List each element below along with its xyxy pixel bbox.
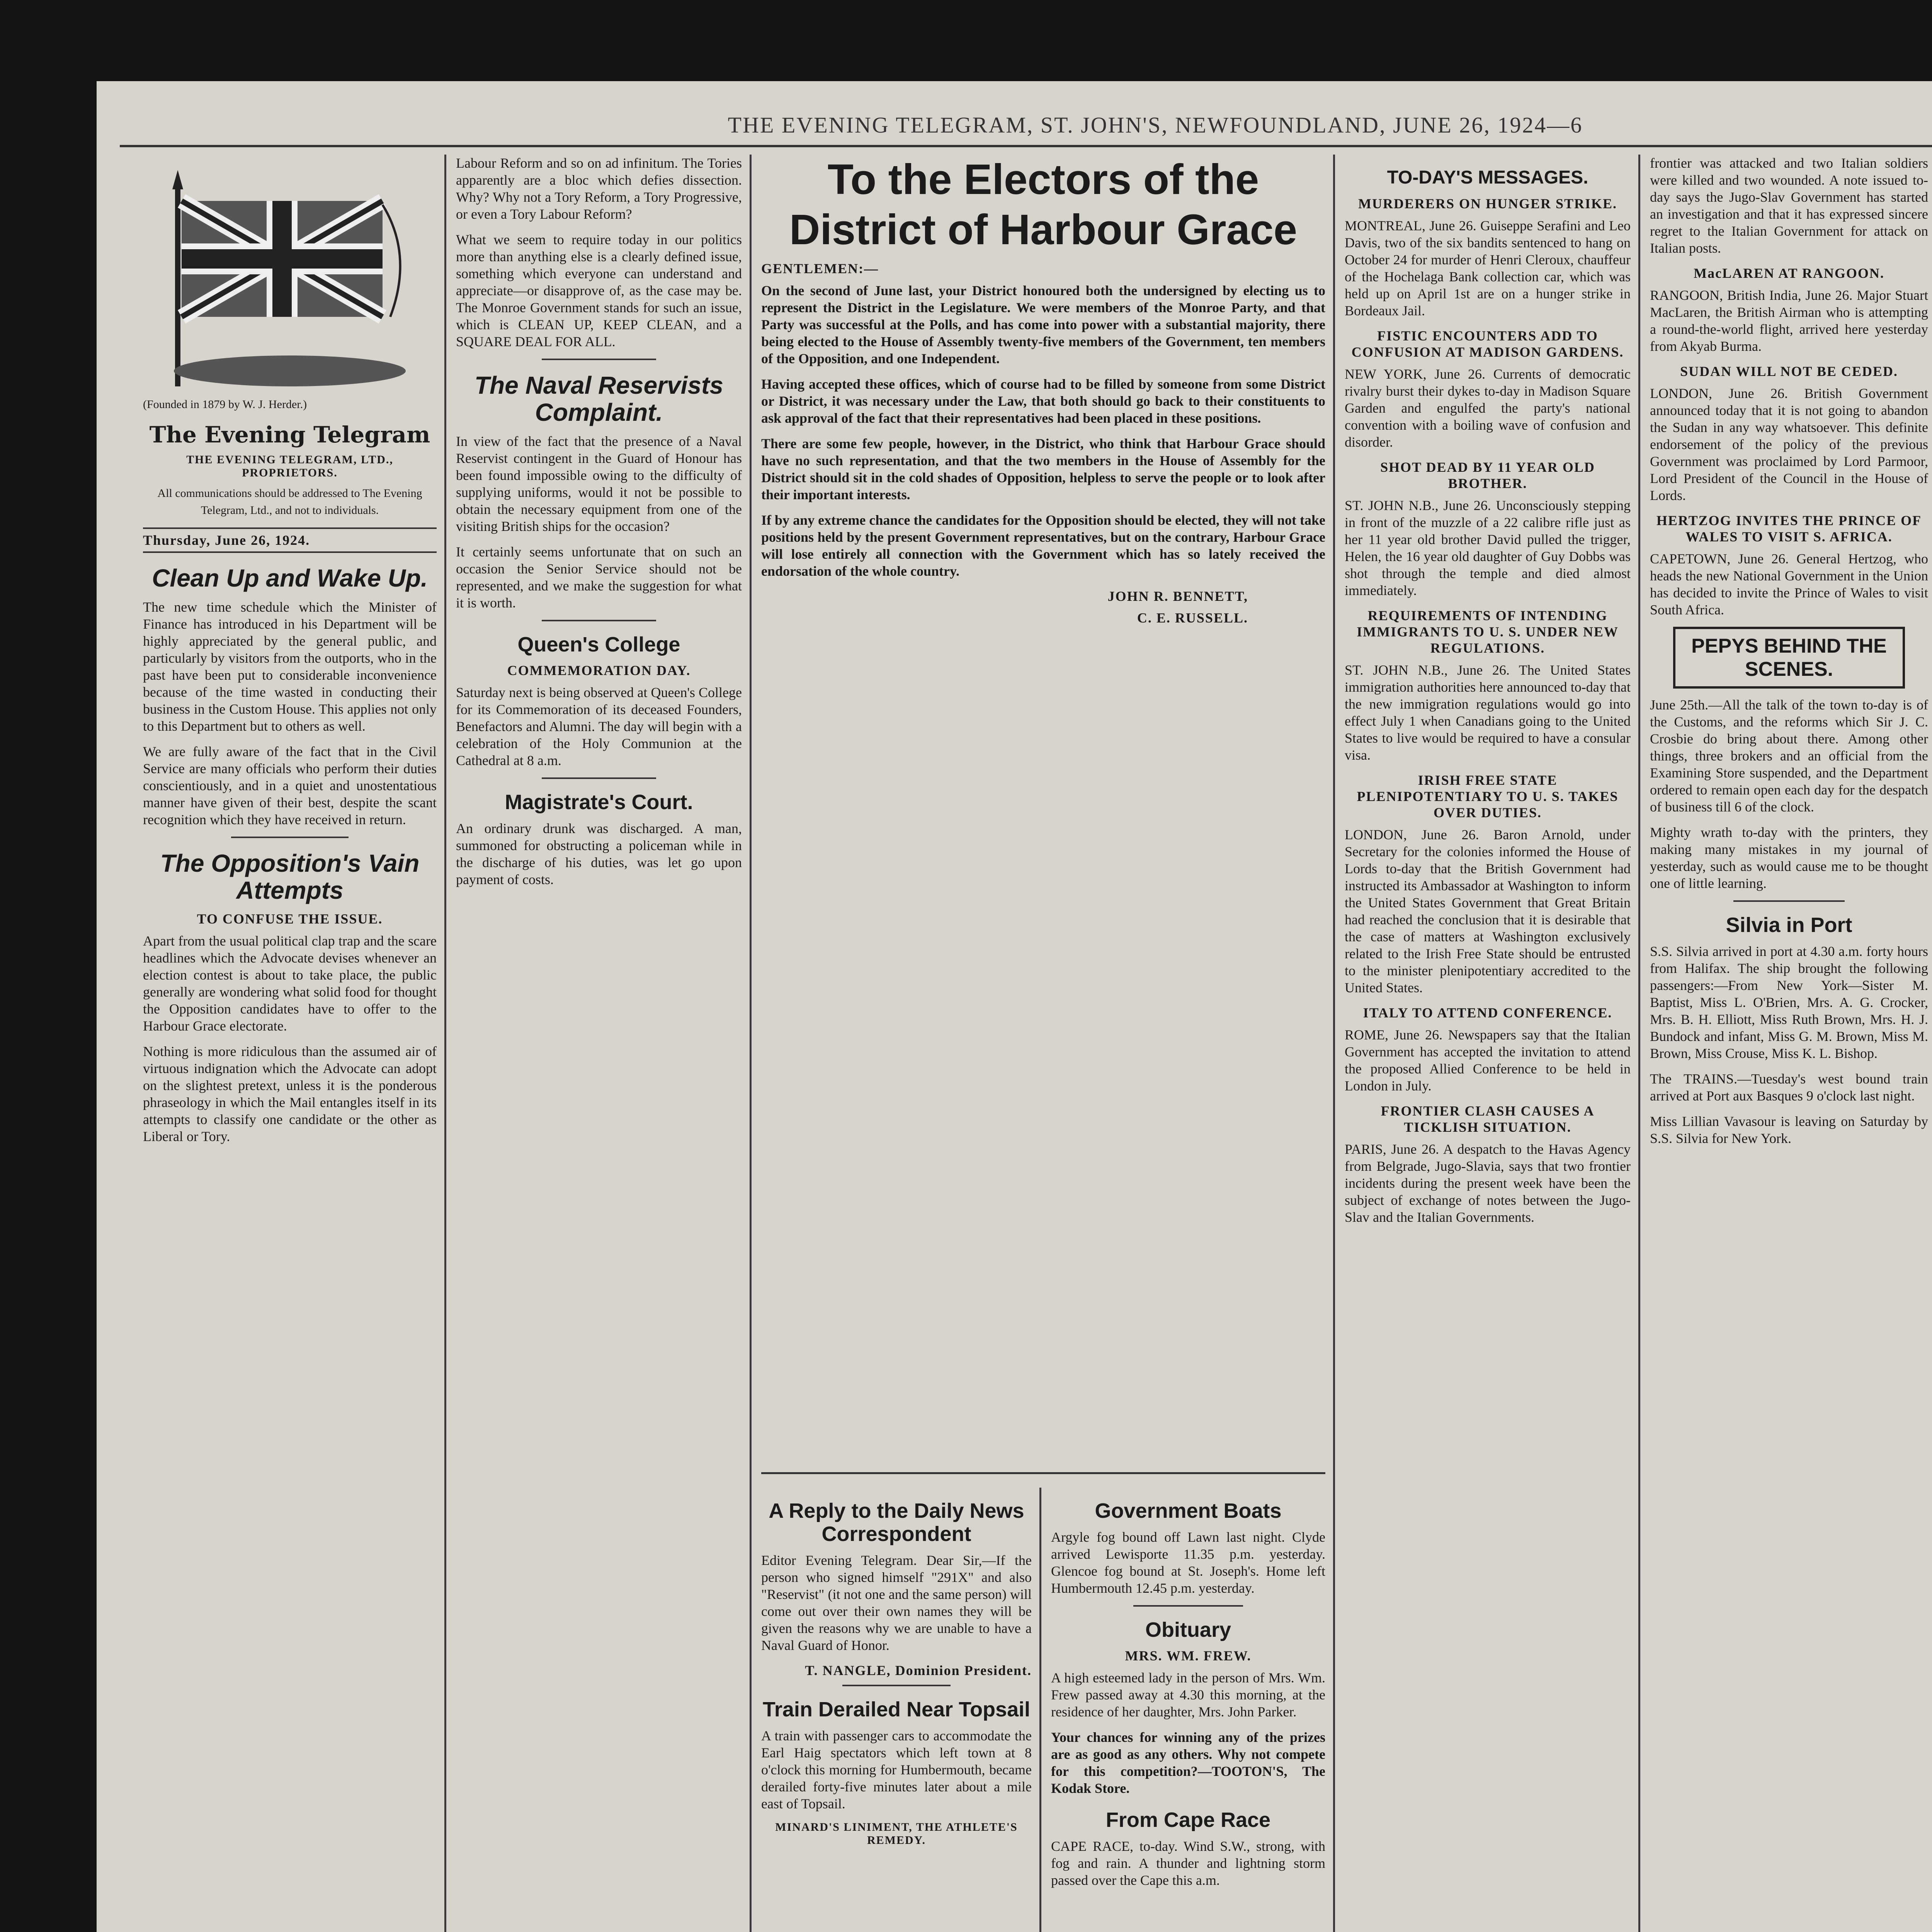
headline-cape-race: From Cape Race bbox=[1105, 1808, 1271, 1832]
reply-signature: T. NANGLE, Dominion President. bbox=[805, 1663, 1032, 1678]
column-2 bbox=[456, 155, 742, 1932]
address-note: All communications should be addressed to The Evening Telegram, Ltd., and not to individuals. bbox=[157, 487, 422, 517]
headline-queens-college: Queen's College bbox=[517, 633, 680, 656]
headline-magistrates-court: Magistrate's Court. bbox=[505, 791, 693, 814]
hertzog-head: HERTZOG INVITES THE PRINCE OF WALES TO VISIT S. AFRICA. bbox=[1656, 513, 1922, 544]
headline-electors: To the Electors of the District of Harbour Grace bbox=[789, 156, 1298, 253]
divider bbox=[542, 777, 656, 779]
divider bbox=[542, 620, 656, 621]
tooton-notice: Your chances for winning any of the prizes are as good as any others. Why not compete for this competition?—TOOTON'S, The Kodak Store. bbox=[1051, 1730, 1325, 1796]
frontier-clash-paragraph: PARIS, June 26. A despatch to the Havas Agency from Belgrade, Jugo-Slavia, says that two frontier incidents during the present week have been the subject of exchange of notes between the Jugo-Slav and the Italian Governments. bbox=[1345, 1141, 1631, 1225]
headline-silvia-in-port: Silvia in Port bbox=[1726, 913, 1852, 937]
labour-paragraph-1: Labour Reform and so on ad infinitum. The Tories apparently are a bloc which defies dissection. Why? Why not a Tory Reform, a Tory Progressive, or even a Tory Labour Reform? bbox=[456, 155, 742, 222]
train-paragraph-1: A train with passenger cars to accommodate the Earl Haig spectators which left town at 8 o'clock this morning for Humbermouth, became derailed forty-five minutes later about a mile east of Topsail. bbox=[761, 1728, 1032, 1811]
publishers: THE EVENING TELEGRAM, LTD., PROPRIETORS. bbox=[186, 453, 393, 479]
headline-todays-messages: TO-DAY'S MESSAGES. bbox=[1387, 167, 1588, 188]
italy-conference-head: ITALY TO ATTEND CONFERENCE. bbox=[1363, 1005, 1612, 1020]
hunger-strike-paragraph: MONTREAL, June 26. Guiseppe Serafini and Leo Davis, two of the six bandits sentenced to hang on October 24 for murder of Henri Cleroux, chauffeur of the Hochelaga Bank collection car, which was held up on April 1st are on a hunger strike in Bordeaux Jail. bbox=[1345, 218, 1631, 318]
headline-reply: A Reply to the Daily News Correspondent bbox=[769, 1499, 1024, 1546]
silvia-paragraph-3: Miss Lillian Vavasour is leaving on Saturday by S.S. Silvia for New York. bbox=[1650, 1114, 1928, 1146]
madison-gardens-paragraph: NEW YORK, June 26. Currents of democratic rivalry burst their dykes to-day in Madison Square Garden and engulfed the party's national convention with a boiling wave of confusion and disorder. bbox=[1345, 366, 1631, 450]
column-rule bbox=[1333, 155, 1335, 1932]
queens-subhead: COMMEMORATION DAY. bbox=[507, 663, 691, 678]
divider bbox=[231, 837, 349, 838]
silvia-paragraph-1: S.S. Silvia arrived in port at 4.30 a.m. forty hours from Halifax. The ship brought the following passengers:—From New York—Sister M. Baptist, Miss L. O'Brien, Mrs. A. G. Crocker, Mrs. B. H. Elliott, Miss Ruth Brown, Mrs. H. J. Bundock and infant, Miss G. M. Brown, Miss M. Brown, Miss Crouse, Miss K. L. Bishop. bbox=[1650, 944, 1928, 1061]
column-3a bbox=[761, 1488, 1032, 1932]
shot-dead-paragraph: ST. JOHN N.B., June 26. Unconsciously stepping in front of the muzzle of a 22 calibre rifle just as her 11 year old brother David pulled the trigger, Helen, the 16 year old daughter of Guy Dobbs was shot through the temple and died almost immediately. bbox=[1345, 498, 1631, 598]
immigrants-head: REQUIREMENTS OF INTENDING IMMIGRANTS TO U. S. UNDER NEW REGULATIONS. bbox=[1357, 608, 1619, 656]
column-3b bbox=[1051, 1488, 1325, 1932]
maclaren-paragraph: RANGOON, British India, June 26. Major Stuart MacLaren, the British Airman who is attempting a round-the-world flight, arrived here yesterday from Akyab Burma. bbox=[1650, 287, 1928, 354]
salutation: GENTLEMEN:— bbox=[761, 261, 879, 276]
reply-paragraph-1: Editor Evening Telegram. Dear Sir,—If the person who signed himself "291X" and also "Reservist" (it not one and the same person) will come out over their own names they will be given the reasons why we are unable to have a Naval Guard of Honor. bbox=[761, 1553, 1032, 1653]
opposition-paragraph-2: Nothing is more ridiculous than the assumed air of virtuous indignation which the Advocate can adopt on the slightest pretext, unless it is the ponderous phraseology in which the Mail entangles itself in its attempts to classify one candidate or the other as Liberal or Tory. bbox=[143, 1044, 437, 1144]
founded-note: (Founded in 1879 by W. J. Herder.) bbox=[143, 398, 307, 411]
naval-paragraph-2: It certainly seems unfortunate that on such an occasion the Senior Service should not be represented, and we make the suggestion for what it is worth. bbox=[456, 544, 742, 611]
issue-date: Thursday, June 26, 1924. bbox=[143, 527, 437, 553]
frontier-continued: frontier was attacked and two Italian soldiers were killed and two wounded. A note issued to-day says the Jugo-Slav Government has started an investigation and that it has expressed sincere regret to the Italian Government for attack on Italian posts. bbox=[1650, 155, 1928, 256]
shot-dead-head: SHOT DEAD BY 11 YEAR OLD BROTHER. bbox=[1380, 459, 1595, 491]
pepys-paragraph-2: Mighty wrath to-day with the printers, they making many mistakes in my journal of yesterday, such as would cause me to be thought one of little learning. bbox=[1650, 825, 1928, 891]
electors-paragraph-3: There are some few people, however, in the District, who think that Harbour Grace should have no such representation, and that the two members in the House of Assembly for the District should sit in the cold shades of Opposition, helpless to serve the people or to look after their important interests. bbox=[761, 436, 1325, 502]
divider bbox=[1733, 900, 1845, 902]
electors-paragraph-2: Having accepted these offices, which of course had to be filled by someone from some District or District, it was necessary under the Law, that both should go back to their constituents to ask approval of the fact that their representatives had been placed in these positions. bbox=[761, 376, 1325, 426]
column-1 bbox=[143, 155, 437, 1932]
hertzog-paragraph: CAPETOWN, June 26. General Hertzog, who heads the new National Government in the Union has decided to invite the Prince of Wales to visit South Africa. bbox=[1650, 551, 1928, 617]
maclaren-head: MacLAREN AT RANGOON. bbox=[1694, 265, 1884, 281]
column-rule bbox=[444, 155, 446, 1932]
madison-gardens-head: FISTIC ENCOUNTERS ADD TO CONFUSION AT MADISON GARDENS. bbox=[1351, 328, 1624, 360]
pepys-paragraph-1: June 25th.—All the talk of the town to-day is of the Customs, and the reforms which Sir J. C. Crosbie do bring about there. Among other things, three brokers and an official from the Examining Store suspended, and the Department ordered to remain open each day for the despatch of business till 6 of the clock. bbox=[1650, 697, 1928, 815]
headline-opposition: The Opposition's Vain Attempts bbox=[160, 849, 420, 904]
electors-paragraph-4: If by any extreme chance the candidates for the Opposition should be elected, they will not take positions held by the present Government representatives, but on the contrary, Harbour Grace will lose entirely all connection with the Government which has so lately received the endorsation of the whole country. bbox=[761, 512, 1325, 579]
divider bbox=[842, 1685, 951, 1686]
divider bbox=[542, 359, 656, 360]
section-rule bbox=[761, 1472, 1325, 1474]
signature-russell: C. E. RUSSELL. bbox=[1137, 610, 1248, 626]
obituary-paragraph-1: A high esteemed lady in the person of Mrs. Wm. Frew passed away at 4.30 this morning, at the residence of her daughter, Mrs. John Parker. bbox=[1051, 1670, 1325, 1719]
pepys-title-box: PEPYS BEHIND THE SCENES. bbox=[1673, 627, 1905, 689]
sudan-head: SUDAN WILL NOT BE CEDED. bbox=[1680, 364, 1898, 379]
immigrants-paragraph: ST. JOHN N.B., June 26. The United States immigration authorities here announced to-day that the new immigration regulations would go into effect July 1 when Canadians going to the United States to live would be required to have a consular visa. bbox=[1345, 662, 1631, 763]
obituary-subhead: MRS. WM. FREW. bbox=[1125, 1648, 1252, 1663]
column-rule bbox=[1039, 1488, 1041, 1932]
electors-paragraph-1: On the second of June last, your District honoured both the undersigned by electing us to represent the District in the Legislature. We were members of the Monroe Party, and that Party was successful at the Polls, and has come into power with a substantial majority, there being elected to the House of Assembly twenty-five members of the Government, ten members of the Opposition, and one Independent. bbox=[761, 283, 1325, 366]
irish-free-state-head: IRISH FREE STATE PLENIPOTENTIARY TO U. S. TAKES OVER DUTIES. bbox=[1357, 772, 1619, 820]
labour-paragraph-2: What we seem to require today in our politics more than anything else is a clearly defined issue, something which everyone can understand and appreciate—or disapprove of, as the case may be. The Monroe Government stands for such an issue, which is CLEAN UP, KEEP CLEAN, and a SQUARE DEAL FOR ALL. bbox=[456, 232, 742, 349]
sudan-paragraph: LONDON, June 26. British Government announced today that it is not going to abandon the Sudan in any way whatsoever. This definite endorsement of the policy of the previous Government was proclaimed by Lord Parmoor, Lord President of the Council in the House of Lords. bbox=[1650, 386, 1928, 503]
cape-race-paragraph-1: CAPE RACE, to-day. Wind S.W., strong, with fog and rain. A thunder and lightning storm passed over the Cape this a.m. bbox=[1051, 1838, 1325, 1888]
silvia-paragraph-2: The TRAINS.—Tuesday's west bound train arrived at Port aux Basques 9 o'clock last night. bbox=[1650, 1071, 1928, 1104]
newspaper-page bbox=[97, 81, 1932, 1932]
signature-bennett: JOHN R. BENNETT, bbox=[1107, 588, 1248, 604]
electors-notice bbox=[761, 155, 1325, 1468]
opposition-subhead: TO CONFUSE THE ISSUE. bbox=[197, 911, 383, 927]
headline-naval-reservists: The Naval Reservists Complaint. bbox=[474, 371, 723, 426]
clean-up-paragraph-2: We are fully aware of the fact that in the Civil Service are many officials who perform their duties conscientiously, and in a quiet and unostentatious manner have given of their best, despite the scant recognition which they have received in return. bbox=[143, 744, 437, 827]
irish-free-state-paragraph: LONDON, June 26. Baron Arnold, under Secretary for the colonies informed the House of Lords to-day that the British Government had instructed its Ambassador at Washington to inform the United States Government that Great Britain had reached the conclusion that it is desirable that the case of matters at Washington exclusively related to the Irish Free State should be entrusted to the minister plenipotentiary accredited to the United States. bbox=[1345, 827, 1631, 995]
headline-government-boats: Government Boats bbox=[1095, 1499, 1282, 1522]
union-jack-flag-icon bbox=[143, 155, 437, 394]
headline-train-derailed: Train Derailed Near Topsail bbox=[762, 1698, 1031, 1721]
italy-conference-paragraph: ROME, June 26. Newspapers say that the Italian Government has accepted the invitation to attend the proposed Allied Conference to be held in London in July. bbox=[1345, 1027, 1631, 1094]
column-rule bbox=[750, 155, 752, 1932]
column-rule bbox=[1638, 155, 1640, 1932]
boats-paragraph-1: Argyle fog bound off Lawn last night. Clyde arrived Lewisporte 11.35 p.m. yesterday. Glencoe fog bound at St. Joseph's. Home left Humbermouth 12.45 p.m. yesterday. bbox=[1051, 1529, 1325, 1596]
clean-up-paragraph-1: The new time schedule which the Minister of Finance has introduced in his Department will be highly appreciated by the general public, and particularly by visitors from the outports, who in the past have been put to considerable inconvenience because of the time wasted in conducting their business in the Custom House. This applies not only to this Department but to others as well. bbox=[143, 599, 437, 734]
queens-paragraph-1: Saturday next is being observed at Queen's College for its Commemoration of its deceased Founders, Benefactors and Alumni. The day will begin with a celebration of the Holy Communion at the Cathedral at 8 a.m. bbox=[456, 685, 742, 768]
minards-ad: MINARD'S LINIMENT, THE ATHLETE'S REMEDY. bbox=[775, 1821, 1018, 1847]
hunger-strike-head: MURDERERS ON HUNGER STRIKE. bbox=[1358, 196, 1617, 211]
opposition-paragraph-1: Apart from the usual political clap trap and the scare headlines which the Advocate devises whenever an election contest is about to take place, the public generally are wondering what solid food for thought the Opposition candidates have to offer to the Harbour Grace electorate. bbox=[143, 933, 437, 1034]
naval-paragraph-1: In view of the fact that the presence of a Naval Reservist contingent in the Guard of Honour has been found impossible owing to the difficulty of supplying uniforms, would it not be possible to obtain the necessary equipment from one of the visiting British ships for the occasion? bbox=[456, 434, 742, 534]
running-header: THE EVENING TELEGRAM, ST. JOHN'S, NEWFOUNDLAND, JUNE 26, 1924—6 bbox=[728, 112, 1583, 138]
magistrate-paragraph-1: An ordinary drunk was discharged. A man, summoned for obstructing a policeman while in the discharge of his duties, was let go upon payment of costs. bbox=[456, 821, 742, 887]
frontier-clash-head: FRONTIER CLASH CAUSES A TICKLISH SITUATION. bbox=[1381, 1103, 1595, 1135]
headline-clean-up: Clean Up and Wake Up. bbox=[152, 564, 428, 592]
column-4 bbox=[1345, 155, 1631, 1932]
headline-obituary: Obituary bbox=[1145, 1618, 1231, 1641]
column-5 bbox=[1650, 155, 1928, 1932]
header-rule bbox=[120, 145, 1932, 147]
divider bbox=[1133, 1605, 1243, 1607]
paper-nameplate: The Evening Telegram bbox=[149, 422, 430, 448]
